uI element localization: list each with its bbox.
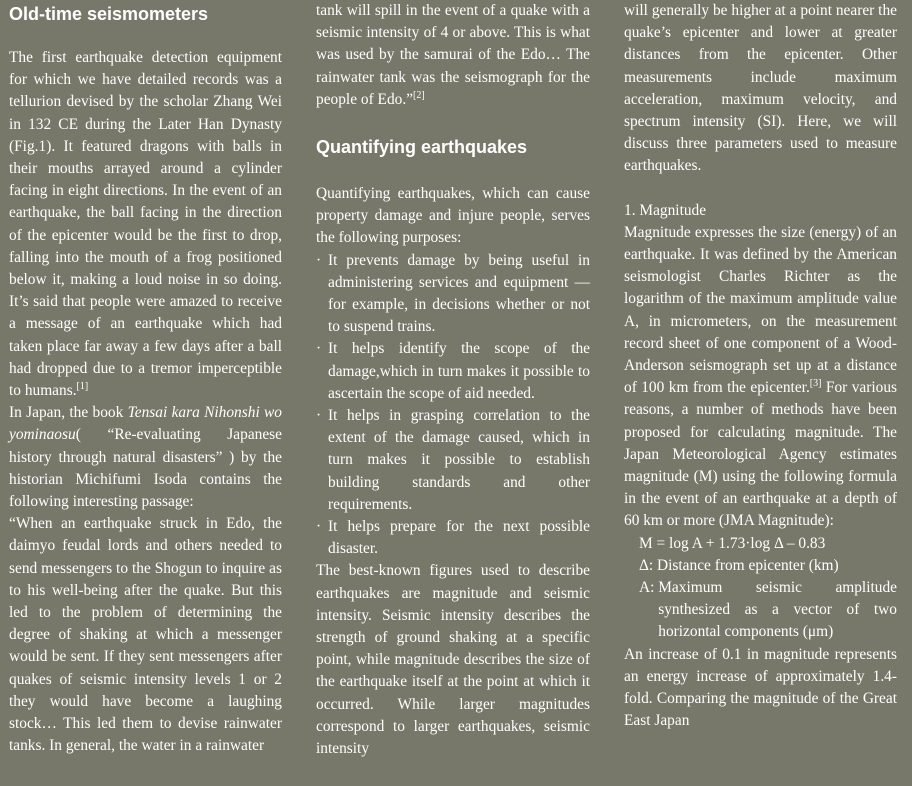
column-1 [9,0,282,758]
section-heading-quantifying-earthquakes: Quantifying earthquakes [316,137,528,158]
paragraph-quote: “When an earthquake struck in Edo, the daimyo feudal lords and others needed to send messengers to the Shogun to inquire as to his well-being after the quake. But this led to the problem of determining the degree of shaking at which a messenger would be sent. If they sent messengers after quakes of seismic intensity levels 1 or 2 they would have become a laughing stock… This led them to devise rainwater tanks. In general, the water in a rainwater [9,515,282,755]
sub-heading-magnitude: 1. Magnitude [624,201,707,219]
list-item [316,516,590,560]
paragraph-japan-book [9,402,282,513]
bullet-mark: · [316,518,322,536]
list-item [316,250,590,339]
paragraph-text: In Japan, the book [9,404,128,422]
list-item-text: It helps in grasping correlation to the extent of the damage caused, which in turn makes it possible to establish building standards and other requirements. [328,407,590,513]
bullet-mark: · [316,407,322,425]
list-item-text: It helps prepare for the next possible disaster. [328,518,590,558]
column-2 [316,0,590,760]
paragraph-text: tank will spill in the event of a quake with a seismic intensity of 4 or above. This is what was used by the samurai of the Edo… The rainwater tank was the seismograph for the people of Edo.” [316,2,590,108]
formula-definitions [624,555,897,644]
jma-magnitude-formula: M = log A + 1.73·log Δ – 0.83 [639,534,826,552]
list-item-text: It prevents damage by being useful in administering services and equipment — for example, in decisions whether or not to suspend trains. [328,251,590,336]
list-item-text: It helps identify the scope of the damage,which in turn makes it possible to ascertain the scope of aid needed. [328,340,590,402]
paragraph-magnitude-intensity: The best-known figures used to describe earthquakes are magnitude and seismic intensity. Seismic intensity describes the strength of ground shaking at a specific point, while magnitude describes the size of the earthquake itself at the point at which it occurred. While larger magnitudes correspond to larger earthquakes, seismic intensity [316,562,590,758]
reference-marker: [2] [413,89,425,101]
definition-symbol: A: [639,579,659,597]
column-3 [624,0,897,733]
paragraph-tellurion [9,47,282,402]
reference-marker: [1] [76,380,89,392]
list-item [316,338,590,405]
paragraph-magnitude-definition [624,222,897,533]
book-title: Tensai kara Nihonshi wo yominaosu [9,404,283,444]
reference-marker: [3] [809,378,822,390]
paragraph-quote-continued [316,0,590,111]
list-item [316,405,590,516]
paragraph-energy-increase: An increase of 0.1 in magnitude represents an energy increase of approximately 1.4-fold. Comparing the magnitude of the Great East Japan [624,645,897,730]
definition-symbol: Δ: [639,556,658,574]
bullet-mark: · [316,340,322,358]
spacer [624,178,897,200]
definition-text: Maximum seismic amplitude synthesized as a vector of two horizontal components (μm) [658,579,897,641]
purpose-list [316,250,590,561]
paragraph-text: Magnitude expresses the size (energy) of an earthquake. It was defined by the American seismologist Charles Richter as the logarithm of the maximum amplitude value A, in micrometers, on the measurement record sheet of one component of a Wood-Anderson seismograph set up at a distance of 100 km from the epicenter. [624,223,897,397]
definition-delta [639,555,897,577]
section-heading-old-time-seismometers: Old-time seismometers [9,4,209,24]
paragraph-text: The first earthquake detection equipment for which we have detailed records was a tellurion devised by the scholar Zhang Wei in 132 CE during the Later Han Dynasty (Fig.1). It featured dragons with balls in their mouths arrayed around a cylinder facing in eight directions. In the event of an earthquake, the ball facing in the direction of the epicenter would be the first to drop, falling into the mouth of a frog positioned below it, making a loud noise in so doing. It’s said that people were amazed to receive a message of an earthquake which had taken place far away a few days after a ball had dropped due to a tremor imperceptible to humans. [9,49,282,400]
definition-amplitude [639,577,897,644]
paragraph-text: ( “Re-evaluating Japanese history through natural disasters” ) by the historian Michifumi Isoda contains the following interesting passage: [9,426,282,511]
definition-text: Distance from epicenter (km) [657,556,839,574]
paragraph-intensity-continued: will generally be higher at a point nearer the quake’s epicenter and lower at greater distances from the epicenter. Other measurements include maximum acceleration, maximum velocity, and spectrum intensity (SI). Here, we will discuss three parameters used to measure earthquakes. [624,2,897,175]
paragraph-text: For various reasons, a number of methods have been proposed for calculating magnitude. The Japan Meteorological Agency estimates magnitude (M) using the following formula in the event of an earthquake at a depth of 60 km or more (JMA Magnitude): [624,379,897,530]
bullet-mark: · [316,251,322,269]
paragraph-intro: Quantifying earthquakes, which can cause property damage and injure people, serves the following purposes: [316,185,590,247]
